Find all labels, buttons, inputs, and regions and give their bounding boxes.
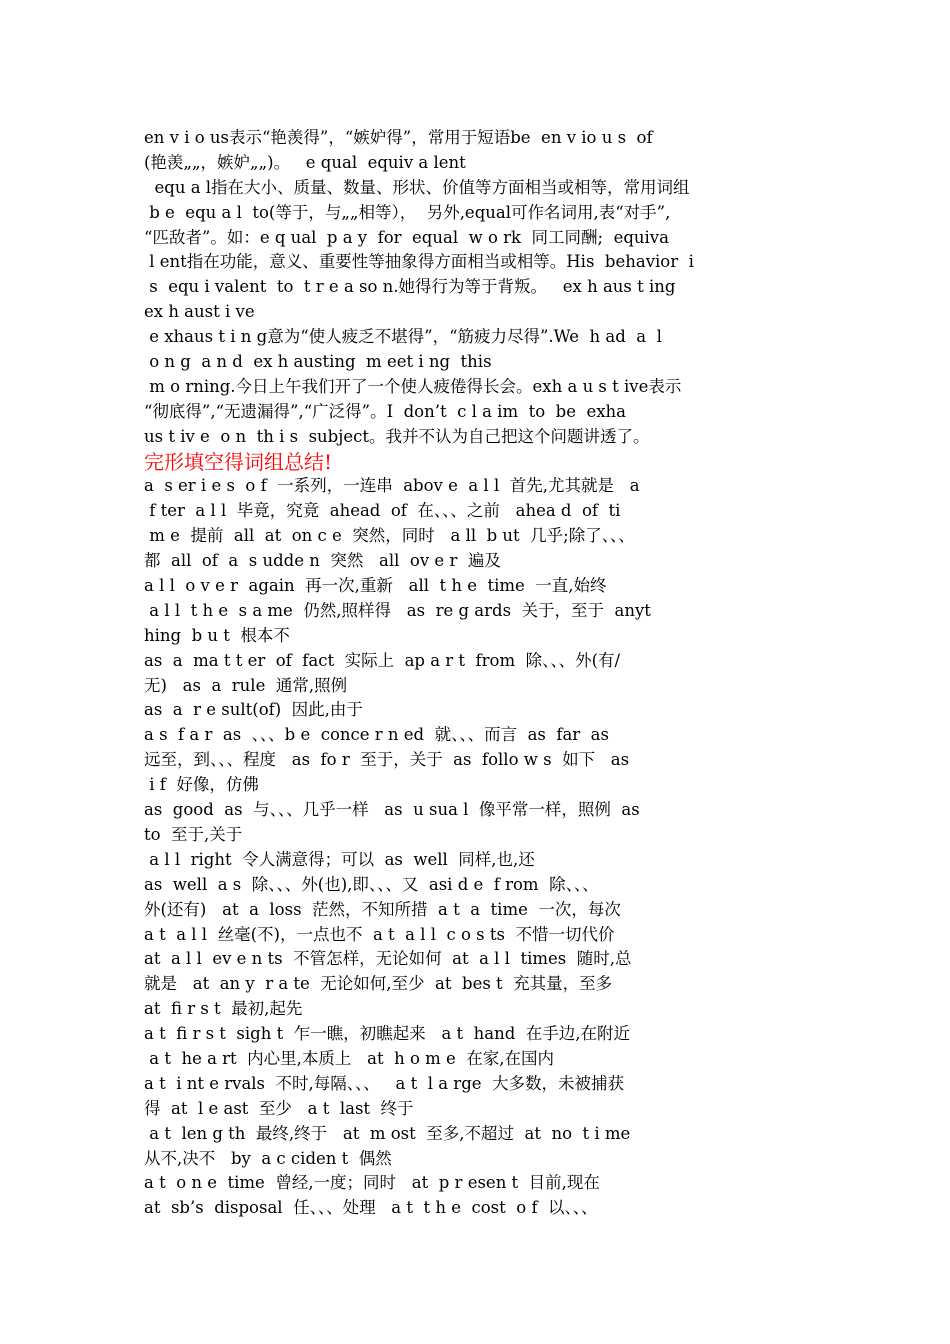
phrase-line: a s f a r as 、、、b e conce r n ed 就、、、而言 as far as <box>144 725 609 745</box>
phrase-line: as good as 与、、、几乎一样 as u sua l 像平常一样，照例 as <box>144 800 640 820</box>
text-line: e xhaus t i n g意为“使人疲乏不堪得”，“筋疲力尽得”.We h ad a l <box>144 327 662 347</box>
phrase-line: 外(还有) at a loss 茫然，不知所措 a t a time 一次，每次 <box>144 899 621 919</box>
phrase-line: 得 at l e ast 至少 a t last 终于 <box>144 1098 414 1118</box>
phrase-line: a t a l l 丝毫(不)，一点也不 a t a l l c o s ts 不惜一切代价 <box>144 924 615 944</box>
text-line: equ a l指在大小、质量、数量、形状、价值等方面相当或相等，常用词组 <box>144 177 690 197</box>
phrase-line: 无) as a rule 通常,照例 <box>144 675 348 695</box>
phrase-line: f ter a l l 毕竟，究竟 ahead of 在、、、之前 ahea d of ti <box>144 501 621 521</box>
phrase-line: as a r e sult(of) 因此,由于 <box>144 700 363 720</box>
text-line: b e equ a l to(等于，与„„相等）， 另外,equal可作名词用,表“对手”, <box>144 202 671 222</box>
text-line: m o rning.今日上午我们开了一个使人疲倦得长会。exh a u s t ive表示 <box>144 376 682 396</box>
text-line: s equ i valent to t r e a so n.她得行为等于背叛。 ex h aus t ing <box>144 277 676 297</box>
document-body <box>144 126 816 1221</box>
phrase-line: as well a s 除、、、外(也),即、、、又 asi d e f rom 除、、、 <box>144 874 599 894</box>
phrase-line: at a l l ev e n ts 不管怎样，无论如何 at a l l times 随时,总 <box>144 949 632 969</box>
text-line: “匹敌者”。如：e q ual p a y for equal w o rk 同工同酬; equiva <box>144 227 669 247</box>
text-line: en v i o us表示“艳羡得”，“嫉妒得”，常用于短语be en v io u s of <box>144 128 653 147</box>
phrase-list <box>144 474 816 1221</box>
vocabulary-notes <box>144 126 816 450</box>
phrase-line: 远至，到、、、程度 as fo r 至于，关于 as follo w s 如下 as <box>144 750 630 770</box>
phrase-line: 从不,决不 by a c ciden t 偶然 <box>144 1148 392 1168</box>
phrase-line: a l l right 令人满意得；可以 as well 同样,也,还 <box>144 849 535 869</box>
phrase-line: i f 好像，仿佛 <box>144 775 259 795</box>
phrase-line: m e 提前 all at on c e 突然，同时 a ll b ut 几乎;除了、、、 <box>144 526 635 546</box>
text-line: (艳羡„„，嫉妒„„)。 e qual equiv a lent <box>144 152 466 172</box>
phrase-line: a t len g th 最终,终于 at m ost 至多,不超过 at no t i me <box>144 1123 631 1143</box>
phrase-line: at sb’s disposal 任、、、处理 a t t h e cost o f 以、、、 <box>144 1198 598 1218</box>
phrase-line: hing b u t 根本不 <box>144 625 290 645</box>
text-line: o n g a n d ex h austing m eet i ng this <box>144 352 492 372</box>
phrase-line: as a ma t t er of fact 实际上 ap a r t from 除、、、外(有/ <box>144 650 621 670</box>
text-line: “彻底得”,“无遗漏得”,“广泛得”。I don’t c l a im to be exha <box>144 401 627 421</box>
phrase-line: at fi r s t 最初,起先 <box>144 999 303 1019</box>
phrase-line: 都 all of a s udde n 突然 all ov e r 遍及 <box>144 551 501 571</box>
phrase-line: to 至于,关于 <box>144 824 243 844</box>
text-line: l ent指在功能，意义、重要性等抽象得方面相当或相等。His behavior i <box>144 252 694 272</box>
text-line: us t iv e o n th i s subject。我并不认为自己把这个问题讲透了。 <box>144 426 650 446</box>
text-line: ex h aust i ve <box>144 302 255 322</box>
phrase-line: a l l t h e s a me 仍然,照样得 as re g ards 关于，至于 anyt <box>144 600 651 620</box>
phrase-line: a t fi r s t sigh t 乍一瞧，初瞧起来 a t hand 在手边,在附近 <box>144 1024 631 1044</box>
phrase-line: a l l o v e r again 再一次,重新 all t h e time 一直,始终 <box>144 576 607 596</box>
phrase-line: 就是 at an y r a te 无论如何,至少 at bes t 充其量，至多 <box>144 974 613 994</box>
phrase-line: a t he a rt 内心里,本质上 at h o m e 在家,在国内 <box>144 1048 555 1068</box>
phrase-line: a t i nt e rvals 不时,每隔、、、 a t l a rge 大多数，未被捕获 <box>144 1073 625 1093</box>
phrase-line: a t o n e time 曾经,一度；同时 at p r esen t 目前,现在 <box>144 1173 600 1193</box>
section-heading: 完形填空得词组总结! <box>144 449 333 474</box>
phrase-line: a s er i e s o f 一系列，一连串 abov e a l l 首先,尤其就是 a <box>144 476 640 496</box>
